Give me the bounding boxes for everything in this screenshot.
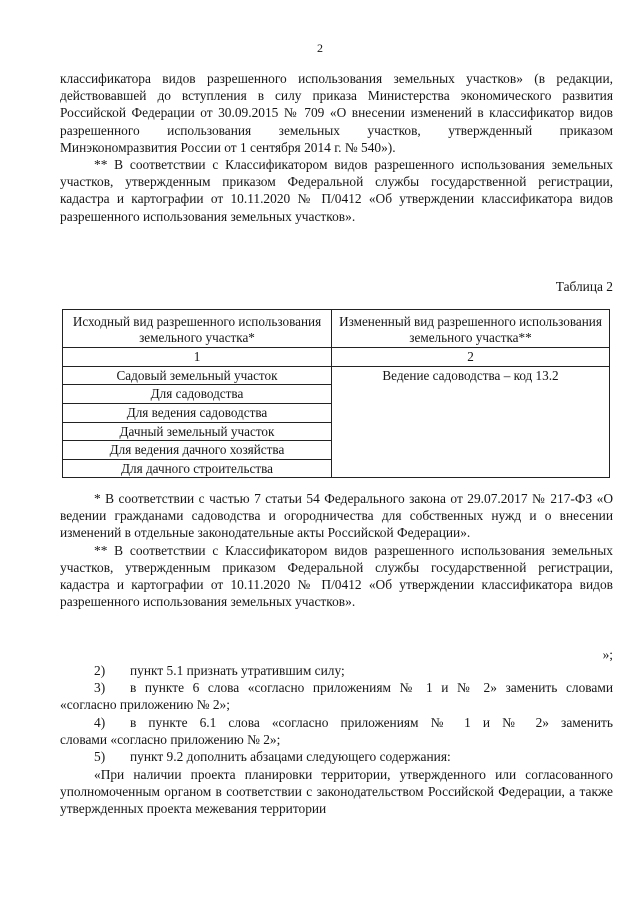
item-text: в пункте 6.1 слова «согласно приложениям № 1 и № 2» заменить: [130, 714, 613, 730]
item-text-continuation: словами «согласно приложению № 2»;: [60, 731, 281, 747]
closing-quote-mark: »;: [602, 647, 613, 662]
list-item: [60, 679, 613, 696]
item-number: 3): [94, 680, 106, 696]
item-text: пункт 9.2 дополнить абзацами следующего содержания:: [130, 748, 451, 764]
original-use-cell: Садовый земельный участок: [63, 366, 332, 385]
item-number: 4): [94, 714, 106, 730]
table-caption: Таблица 2: [555, 279, 613, 294]
paragraph-footnote-double-star-top: ** В соответствии с Классификатором видов разрешенного использования земельных участков, утвержденным приказом Федеральной службы государственной регистрации, кадастра и картографии от 10.11.2020 № П/0412 «Об утверждении классификатора видов разрешенного использования земельных участков».: [60, 157, 613, 224]
amendment-list: [60, 662, 613, 765]
item-number: 5): [94, 748, 106, 764]
footnote-double-star: ** В соответствии с Классификатором видов разрешенного использования земельных участков, утвержденным приказом Федеральной службы государственной регистрации, кадастра и картографии от 10.11.2020 № П/0412 «Об утверждении классификатора видов разрешенного использования земельных участков».: [60, 542, 613, 610]
item-text: пункт 5.1 признать утратившим силу;: [130, 663, 345, 678]
page-number: 2: [317, 41, 323, 55]
original-use-cell: Для садоводства: [63, 385, 332, 404]
item-text: в пункте 6 слова «согласно приложениям № 1 и № 2» заменить словами: [130, 680, 613, 696]
changed-use-cell: Ведение садоводства – код 13.2: [332, 366, 610, 478]
original-use-cell: Дачный земельный участок: [63, 422, 332, 441]
paragraph-planning-project: «При наличии проекта планировки территории, утвержденного или согласованного уполномоченным органом в соответствии с законодательством Российской Федерации, а также утвержденных проекта межевания территории: [60, 767, 613, 817]
table-row: [63, 366, 610, 385]
item-text-continuation: «согласно приложению № 2»;: [60, 697, 230, 713]
item-number: 2): [94, 663, 106, 678]
classifier-reference-paragraph: [60, 70, 613, 225]
land-use-table: [62, 309, 610, 478]
header-original-use: Исходный вид разрешенного использования земельного участка*: [63, 310, 332, 348]
table-footnotes: [60, 490, 613, 610]
list-item-continuation: [60, 731, 613, 748]
original-use-cell: Для ведения дачного хозяйства: [63, 441, 332, 460]
paragraph-classifier-editions: классификатора видов разрешенного использования земельных участков» (в редакции, действовавшей до вступления в силу приказа Министерства экономического развития Российской Федерации от 30.09.2015 № 709 «О внесении изменений в классификатор видов разрешенного использования земельных участков, утвержденный приказом Минэкономразвития России от 1 сентября 2014 г. № 540»).: [60, 71, 613, 155]
list-item: [60, 748, 613, 765]
original-use-cell: Для дачного строительства: [63, 459, 332, 478]
original-use-cell: Для ведения садоводства: [63, 403, 332, 422]
table-header-row: [63, 310, 610, 348]
column-number-1: 1: [63, 348, 332, 367]
list-item-continuation: [60, 696, 613, 713]
column-number-2: 2: [332, 348, 610, 367]
table-column-number-row: [63, 348, 610, 367]
final-paragraph-block: [60, 766, 613, 818]
header-changed-use: Измененный вид разрешенного использования земельного участка**: [332, 310, 610, 348]
footnote-single-star: * В соответствии с частью 7 статьи 54 Федерального закона от 29.07.2017 № 217-ФЗ «О ведении гражданами садоводства и огородничества для собственных нужд и о внесении изменений в отдельные законодательные акты Российской Федерации».: [60, 491, 613, 541]
list-item: [60, 714, 613, 731]
list-item: [60, 662, 613, 679]
